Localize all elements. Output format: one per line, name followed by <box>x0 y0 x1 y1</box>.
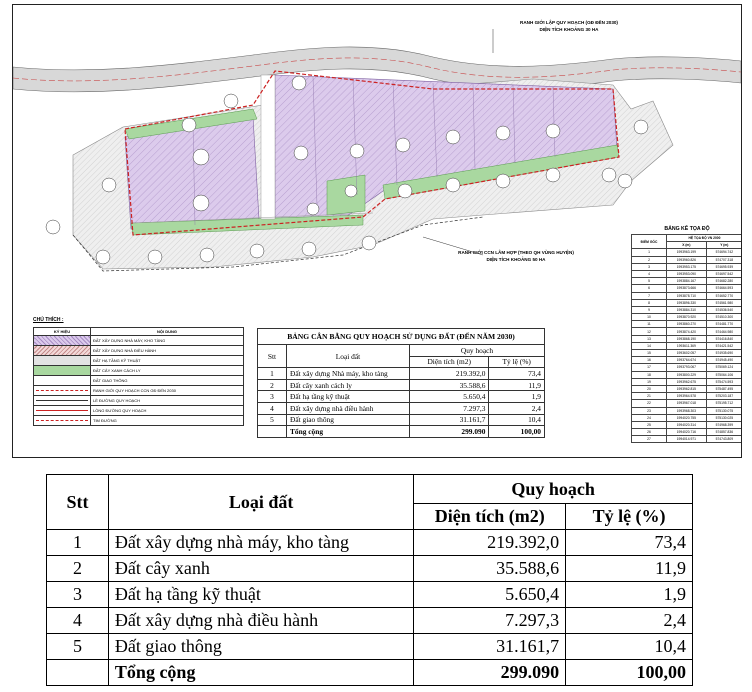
coord-cell-x: 1993873.666 <box>667 285 707 292</box>
coord-cell-point: 20 <box>632 385 667 392</box>
cell-land-type: Đất xây dựng nhà máy, kho tàng <box>108 530 413 556</box>
coord-cell-x: 1993884.167 <box>667 278 707 285</box>
legend-swatch-factory <box>34 336 91 346</box>
mini-cell-area: 219.392,0 <box>410 368 489 380</box>
mini-cell-area: 7.297,3 <box>410 402 489 414</box>
coord-table <box>631 234 742 443</box>
table-row <box>47 530 693 556</box>
cell-percent: 1,9 <box>566 582 693 608</box>
coord-col-y: Y (m) <box>706 242 742 249</box>
coord-row <box>632 385 743 392</box>
cell-stt: 1 <box>47 530 109 556</box>
coord-cell-y: 574697.542 <box>706 270 742 277</box>
table-row <box>258 391 545 403</box>
cell-area: 7.297,3 <box>414 608 566 634</box>
coord-cell-x: 1993884.310 <box>667 306 707 313</box>
coord-cell-x: 1993611.369 <box>667 342 707 349</box>
mini-cell-type: Đất xây dựng Nhà máy, kho tàng <box>287 368 410 380</box>
coord-cell-y: 574464.980 <box>706 328 742 335</box>
cell-stt: 4 <box>47 608 109 634</box>
mini-total-label: Tổng cộng <box>287 426 410 438</box>
coord-cell-x: 1993964.578 <box>667 393 707 400</box>
coord-cell-x: 1993953.175 <box>667 263 707 270</box>
mini-cell-pct: 11,9 <box>489 379 545 391</box>
coord-cell-x: 1993764.674 <box>667 357 707 364</box>
coord-cell-y: 575203.187 <box>706 393 742 400</box>
coord-cell-point: 23 <box>632 407 667 414</box>
mini-cell-type: Đất xây dựng nhà điều hành <box>287 402 410 414</box>
cell-area: 219.392,0 <box>414 530 566 556</box>
mini-cell-stt: 5 <box>258 414 287 426</box>
total-percent: 100,00 <box>566 660 693 686</box>
mini-cell-type: Đất hạ tầng kỹ thuật <box>287 391 410 403</box>
coord-row <box>632 292 743 299</box>
cell-percent: 73,4 <box>566 530 693 556</box>
coord-cell-point: 19 <box>632 378 667 385</box>
coord-row <box>632 414 743 421</box>
cell-area: 31.161,7 <box>414 634 566 660</box>
annotation-bottom-text: RANH GIỚI CCN LÂM HỢP (THEO QH VÙNG HUYỆN) <box>458 250 574 255</box>
table-row <box>47 608 693 634</box>
coord-row <box>632 371 743 378</box>
mini-col-stt: Stt <box>258 345 287 368</box>
coord-cell-y: 574695.939 <box>706 263 742 270</box>
coord-cell-x: 1993953.090 <box>667 270 707 277</box>
coord-cell-x: 1994020.755 <box>667 414 707 421</box>
coord-cell-y: 574421.542 <box>706 342 742 349</box>
coord-cell-y: 575130.075 <box>706 407 742 414</box>
legend-swatch-centerline <box>34 416 91 426</box>
coord-cell-x: 1994014.971 <box>667 436 707 443</box>
cell-area: 35.588,6 <box>414 556 566 582</box>
coord-row <box>632 421 743 428</box>
legend-item: TIM ĐƯỜNG <box>91 416 244 426</box>
coord-row <box>632 350 743 357</box>
coord-cell-y: 574857.836 <box>706 429 742 436</box>
coord-cell-x: 1993860.270 <box>667 321 707 328</box>
land-use-balance-table <box>46 474 693 686</box>
coord-cell-x: 1993962.675 <box>667 378 707 385</box>
coord-cell-y: 574743.809 <box>706 436 742 443</box>
coord-cell-y: 574707.318 <box>706 256 742 263</box>
coord-cell-point: 14 <box>632 342 667 349</box>
cell-percent: 2,4 <box>566 608 693 634</box>
coord-row <box>632 364 743 371</box>
mini-cell-pct: 2,4 <box>489 402 545 414</box>
coord-system: HỆ TỌA ĐỘ VN 2000 <box>667 235 742 242</box>
table-row <box>258 402 545 414</box>
cell-percent: 11,9 <box>566 556 693 582</box>
cell-land-type: Đất xây dựng nhà điều hành <box>108 608 413 634</box>
coord-cell-y: 575195.712 <box>706 400 742 407</box>
coord-cell-point: 2 <box>632 256 667 263</box>
coord-cell-point: 22 <box>632 400 667 407</box>
legend-swatch-boundary <box>34 386 91 396</box>
table-total-row <box>47 660 693 686</box>
mini-total-area: 299.090 <box>410 426 489 438</box>
coord-cell-y: 574945.490 <box>706 357 742 364</box>
coord-row <box>632 407 743 414</box>
legend-col-content: NỘI DUNG <box>91 328 244 336</box>
coord-cell-y: 574682.280 <box>706 278 742 285</box>
legend-item: ĐẤT GIAO THÔNG <box>91 376 244 386</box>
legend-swatch-lane <box>34 406 91 416</box>
cell-land-type: Đất giao thông <box>108 634 413 660</box>
legend-item: ĐẤT CÂY XANH CÁCH LY <box>91 366 244 376</box>
coord-cell-point: 26 <box>632 429 667 436</box>
mini-cell-area: 35.588,6 <box>410 379 489 391</box>
coord-cell-x: 1994020.716 <box>667 429 707 436</box>
coord-cell-point: 24 <box>632 414 667 421</box>
coord-cell-point: 27 <box>632 436 667 443</box>
annotation-bottom <box>431 249 601 263</box>
coord-cell-x: 1993967.018 <box>667 400 707 407</box>
coord-cell-point: 6 <box>632 285 667 292</box>
legend-swatch-infra <box>34 356 91 366</box>
cell-land-type: Đất cây xanh <box>108 556 413 582</box>
mini-balance-table <box>257 344 545 438</box>
table-row <box>258 379 545 391</box>
coord-cell-point: 7 <box>632 292 667 299</box>
coord-cell-y: 574561.980 <box>706 299 742 306</box>
coord-cell-point: 25 <box>632 421 667 428</box>
coord-cell-point: 16 <box>632 357 667 364</box>
coord-cell-point: 13 <box>632 335 667 342</box>
coord-cell-x: 1993800.229 <box>667 371 707 378</box>
coord-cell-point: 1 <box>632 249 667 256</box>
coord-table-body <box>632 249 743 443</box>
col-planning: Quy hoạch <box>414 475 693 504</box>
legend-swatch-green <box>34 366 91 376</box>
mini-cell-pct: 1,9 <box>489 391 545 403</box>
coord-cell-point: 5 <box>632 278 667 285</box>
legend-item: ĐẤT HẠ TẦNG KỸ THUẬT <box>91 356 244 366</box>
coord-row <box>632 393 743 400</box>
coord-cell-y: 574510.300 <box>706 314 742 321</box>
coord-cell-point: 3 <box>632 263 667 270</box>
coord-row <box>632 278 743 285</box>
table-row <box>258 368 545 380</box>
coord-cell-y: 575064.106 <box>706 371 742 378</box>
coord-cell-x: 1993870.920 <box>667 314 707 321</box>
coord-cell-y: 574935.690 <box>706 350 742 357</box>
coord-row <box>632 321 743 328</box>
mini-col-area: Diện tích (m2) <box>410 356 489 368</box>
cell-stt: 5 <box>47 634 109 660</box>
table-row <box>47 582 693 608</box>
coord-row <box>632 436 743 443</box>
coord-row <box>632 249 743 256</box>
coord-row <box>632 400 743 407</box>
total-area: 299.090 <box>414 660 566 686</box>
planning-map <box>12 4 742 458</box>
coord-cell-x: 1993896.330 <box>667 299 707 306</box>
col-land-type: Loại đất <box>108 475 413 530</box>
coord-cell-y: 574481.770 <box>706 321 742 328</box>
coord-cell-x: 1994020.314 <box>667 421 707 428</box>
coord-cell-y: 574536.540 <box>706 306 742 313</box>
coord-cell-x: 1993878.710 <box>667 292 707 299</box>
coord-cell-y: 574694.742 <box>706 249 742 256</box>
coord-col-x: X (m) <box>667 242 707 249</box>
coord-cell-y: 574416.840 <box>706 335 742 342</box>
coord-row <box>632 256 743 263</box>
coord-row <box>632 314 743 321</box>
coord-cell-point: 4 <box>632 270 667 277</box>
coord-cell-x: 1993868.190 <box>667 335 707 342</box>
coord-row <box>632 328 743 335</box>
cell-stt-empty <box>47 660 109 686</box>
table-row <box>47 556 693 582</box>
coord-cell-x: 1993793.067 <box>667 364 707 371</box>
table-total-row <box>258 426 545 438</box>
coord-row <box>632 378 743 385</box>
mini-col-pct: Tỷ lệ (%) <box>489 356 545 368</box>
coord-row <box>632 357 743 364</box>
annotation-top-text: RANH GIỚI LẬP QUY HOẠCH (GĐ ĐẾN 2030) <box>520 20 618 25</box>
legend-title: CHÚ THÍCH : <box>33 317 64 323</box>
legend-swatch-office <box>34 346 91 356</box>
cell-land-type: Đất hạ tầng kỹ thuật <box>108 582 413 608</box>
mini-cell-type: Đất cây xanh cách ly <box>287 379 410 391</box>
mini-cell-stt: 1 <box>258 368 287 380</box>
coord-col-point: ĐIỂM GÓC <box>632 235 667 249</box>
mini-col-type: Loại đất <box>287 345 410 368</box>
coord-cell-point: 18 <box>632 371 667 378</box>
coord-cell-y: 575487.495 <box>706 385 742 392</box>
annotation-top-area: DIỆN TÍCH KHOẢNG 30 HA <box>539 27 599 32</box>
coord-cell-point: 12 <box>632 328 667 335</box>
coord-row <box>632 335 743 342</box>
coord-cell-y: 574652.770 <box>706 292 742 299</box>
cell-percent: 10,4 <box>566 634 693 660</box>
coord-cell-y: 575130.025 <box>706 414 742 421</box>
green-park <box>327 175 365 215</box>
coord-cell-x: 1993960.826 <box>667 256 707 263</box>
coord-cell-y: 574664.593 <box>706 285 742 292</box>
coord-cell-point: 17 <box>632 364 667 371</box>
legend-table <box>33 327 244 426</box>
mini-cell-pct: 73,4 <box>489 368 545 380</box>
coord-row <box>632 342 743 349</box>
coord-cell-y: 575474.593 <box>706 378 742 385</box>
legend-item: LÒNG ĐƯỜNG QUY HOẠCH <box>91 406 244 416</box>
coord-cell-point: 15 <box>632 350 667 357</box>
coord-cell-y: 574968.399 <box>706 421 742 428</box>
coord-cell-point: 10 <box>632 314 667 321</box>
table-row <box>47 634 693 660</box>
mini-cell-stt: 2 <box>258 379 287 391</box>
annotation-top <box>499 19 639 33</box>
mini-col-group: Quy hoạch <box>410 345 545 357</box>
coord-row <box>632 270 743 277</box>
mini-table-title: BẢNG CÂN BẰNG QUY HOẠCH SỬ DỤNG ĐẤT (ĐẾN NĂM 2030) <box>257 328 545 344</box>
legend-item: RANH GIỚI QUY HOẠCH CCN GĐ ĐẾN 2030 <box>91 386 244 396</box>
coord-cell-point: 21 <box>632 393 667 400</box>
cell-stt: 2 <box>47 556 109 582</box>
coord-table-title: BẢNG KÊ TỌA ĐỘ <box>664 226 710 232</box>
coord-cell-point: 9 <box>632 306 667 313</box>
coord-cell-y: 575069.124 <box>706 364 742 371</box>
legend-col-symbol: KÝ HIỆU <box>34 328 91 336</box>
mini-cell-area: 5.650,4 <box>410 391 489 403</box>
legend-swatch-traffic <box>34 376 91 386</box>
coord-cell-x: 1993968.303 <box>667 407 707 414</box>
coord-row <box>632 429 743 436</box>
coord-cell-x: 1993962.815 <box>667 385 707 392</box>
mini-total-pct: 100,00 <box>489 426 545 438</box>
mini-cell-stt: 3 <box>258 391 287 403</box>
coord-row <box>632 299 743 306</box>
table-row <box>258 414 545 426</box>
mini-cell-area: 31.161,7 <box>410 414 489 426</box>
coord-cell-x: 1993602.057 <box>667 350 707 357</box>
total-label: Tổng cộng <box>108 660 413 686</box>
internal-road <box>261 75 275 219</box>
legend-item: LỀ ĐƯỜNG QUY HOẠCH <box>91 396 244 406</box>
legend-swatch-curb <box>34 396 91 406</box>
mini-cell-stt: 4 <box>258 402 287 414</box>
col-stt: Stt <box>47 475 109 530</box>
legend-item: ĐẤT XÂY DỰNG NHÀ MÁY, KHO TÀNG <box>91 336 244 346</box>
coord-cell-point: 8 <box>632 299 667 306</box>
coord-row <box>632 306 743 313</box>
legend-item: ĐẤT XÂY DỰNG NHÀ ĐIỀU HÀNH <box>91 346 244 356</box>
coord-cell-x: 1993963.199 <box>667 249 707 256</box>
coord-cell-point: 11 <box>632 321 667 328</box>
mini-cell-pct: 10,4 <box>489 414 545 426</box>
annotation-bottom-area: DIỆN TÍCH KHOẢNG 50 HA <box>486 257 546 262</box>
col-percent: Tỷ lệ (%) <box>566 504 693 530</box>
cell-stt: 3 <box>47 582 109 608</box>
mini-cell-type: Đất giao thông <box>287 414 410 426</box>
cell-area: 5.650,4 <box>414 582 566 608</box>
col-area: Diện tích (m2) <box>414 504 566 530</box>
coord-cell-x: 1993874.420 <box>667 328 707 335</box>
coord-row <box>632 285 743 292</box>
coord-row <box>632 263 743 270</box>
